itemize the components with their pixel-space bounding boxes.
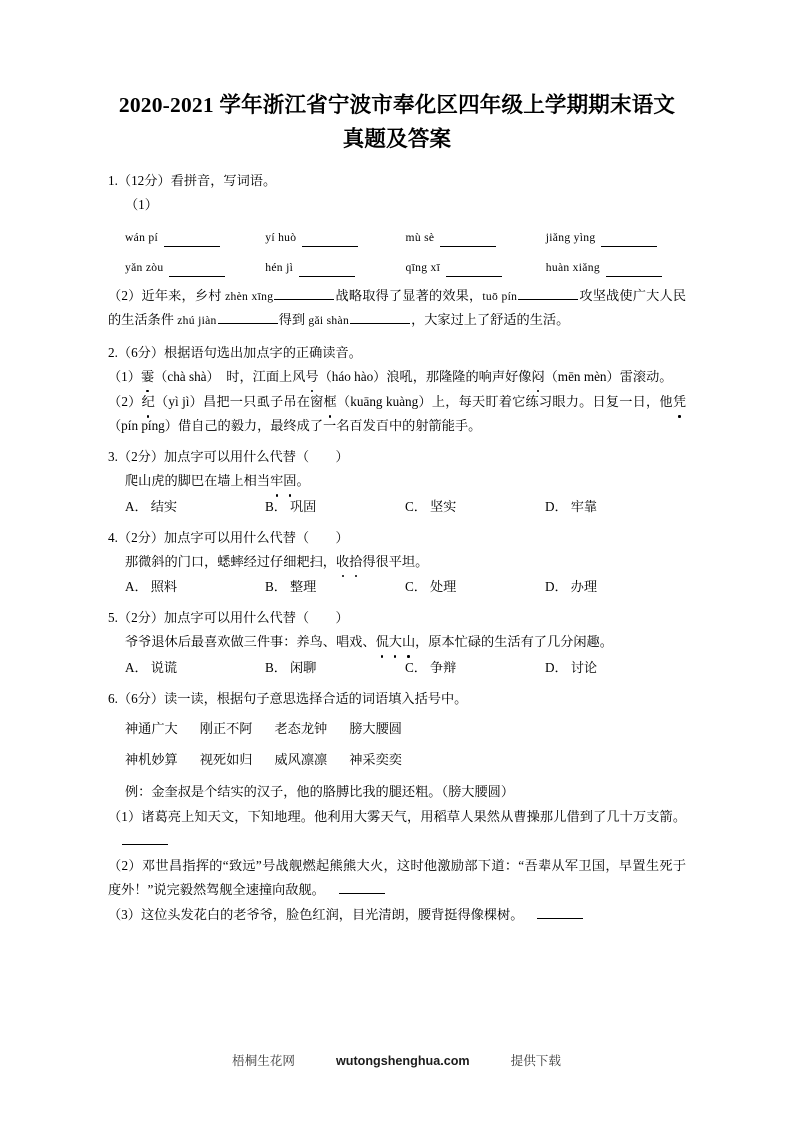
answer-blank[interactable] [518,288,578,300]
sentence-text: （pín píng）借自己的毅力，最终成了一名百发百中的射箭能手。 [108,417,482,433]
emphasized-character: 收 [336,550,349,574]
question-4-stem [108,527,686,548]
document-content [108,88,686,927]
question-6-item-3 [108,903,686,927]
word-bank-row-1 [108,718,686,740]
word-bank-item[interactable]: 神通广大 [125,720,178,736]
emphasized-character: 霎 [141,365,154,389]
option-key: D． [545,498,568,514]
answer-blank[interactable] [274,288,334,300]
question-2-stem [108,342,686,363]
answer-blank[interactable] [164,235,220,247]
option-text: 坚实 [429,498,457,514]
question-1-stem [108,170,686,191]
option-d[interactable] [545,657,685,679]
pinyin-cell [406,258,546,277]
pinyin-cell [265,258,405,277]
sentence-text: （háo hào）浪吼，那隆隆的响声好像 [318,368,532,384]
option-a[interactable] [125,496,265,518]
word-bank-item[interactable]: 神机妙算 [125,751,178,767]
option-a[interactable] [125,576,265,598]
emphasized-character: 侃 [376,630,389,654]
sentence-text: 爷爷退休后最喜欢做三件事：养鸟、唱戏、 [125,634,376,649]
word-bank-item[interactable]: 老态龙钟 [274,720,328,736]
option-key: C． [405,659,427,675]
option-key: A． [125,659,148,675]
answer-blank[interactable] [169,265,225,277]
question-5-stem [108,607,686,628]
word-bank-item[interactable]: 视死如归 [199,751,253,767]
question-1-score: （12分） [117,173,171,188]
answer-blank[interactable] [350,312,410,324]
answer-blank[interactable] [446,265,502,277]
sentence-text: 近年来，乡村 [141,287,226,303]
question-6-number: 6. [108,690,118,706]
pinyin-label: tuō pín [482,289,518,303]
option-key: D． [545,659,568,675]
question-1-part-2-body [108,288,686,328]
pinyin-label: zhèn xīng [225,289,274,303]
pinyin-label: wán pí [125,230,159,244]
emphasized-character: 纪 [142,390,155,414]
question-4-sentence [108,550,686,574]
option-key: B． [265,579,287,594]
question-1-part-2 [108,284,686,333]
item-text: 诸葛亮上知天文，下知地理。他利用大雾天气，用稻草人果然从曹操那儿借到了几十万支箭。 [141,809,687,824]
pinyin-label: yǎn zòu [125,260,164,274]
option-text: 整理 [289,579,317,594]
question-6-item-2 [108,854,686,901]
question-4-text: 加点字可以用什么代替（ ） [164,529,349,545]
question-2-text: 根据语句选出加点字的正确读音。 [164,344,362,360]
emphasized-character: 山 [402,630,415,654]
option-text: 争辩 [429,659,457,675]
option-b[interactable] [265,576,405,598]
question-3 [108,446,686,518]
pinyin-label: gǎi shàn [308,314,350,327]
question-5-number: 5. [108,610,118,625]
option-b[interactable] [265,657,405,679]
item-text: 邓世昌指挥的“致远”号战舰燃起熊熊大火，这时他激励部下道：“吾辈从军卫国，早置生死于度外！”说完毅然驾舰全速撞向敌舰。 [108,858,687,897]
question-1-sub-label: （1） [125,197,158,212]
option-key: B． [265,659,287,675]
option-c[interactable] [405,576,545,598]
question-2-sub-2-body [108,394,686,433]
pinyin-row-1 [108,228,686,247]
pinyin-label: yí huò [265,230,297,244]
question-3-options [108,496,686,518]
question-3-text: 加点字可以用什么代替（ ） [164,449,349,464]
question-4 [108,527,686,599]
question-6-example: 例：金奎叔是个结实的汉子，他的胳膊比我的腿还粗。（膀大腰圆） [125,783,515,799]
sentence-text: （mēn mèn）雷滚动。 [544,368,673,384]
option-text: 结实 [150,498,178,514]
emphasized-character: 固 [283,469,296,493]
pinyin-label: zhú jiàn [177,314,217,327]
question-4-number: 4. [108,529,118,545]
option-key: D． [545,579,568,594]
question-1 [108,170,686,333]
option-key: C． [405,498,427,514]
page-title [108,88,686,156]
question-6-text: 读一读，根据句子意思选择合适的词语填入括号中。 [164,690,468,706]
question-1-text: 看拼音，写词语。 [170,173,277,188]
footer-note: 提供下载 [510,1054,561,1068]
pinyin-label: hén jì [265,260,294,274]
question-2-sub-2 [108,390,686,437]
question-1-part-2-label: （2） [108,287,142,303]
pinyin-label: mù sè [405,230,435,244]
answer-blank[interactable] [218,312,278,324]
emphasized-character: 拾 [349,550,362,574]
sentence-text: 爬山虎的脚巴在墙上相当 [125,473,271,488]
emphasized-character: 闷 [531,365,544,389]
answer-blank[interactable] [122,833,168,845]
question-3-stem [108,446,686,467]
sentence-text: ，大家过上了舒适的生活。 [411,312,570,327]
option-c[interactable] [405,496,545,518]
page-footer [0,1050,793,1069]
option-b[interactable] [265,496,405,518]
sentence-text: ，原本忙碌的生活有了几分闲趣。 [415,634,613,649]
footer-site-name: 梧桐生花网 [232,1054,295,1068]
question-2-number: 2. [108,344,118,360]
answer-blank[interactable] [339,882,385,894]
option-key: B． [265,498,287,514]
word-bank-item[interactable]: 刚正不阿 [199,720,253,736]
word-bank-row-2 [108,749,686,771]
page-title-line-1: 2020-2021 学年浙江省宁波市奉化区四年级上学期期末语文 [118,93,676,117]
option-text: 牢靠 [570,498,598,514]
item-label: （1） [108,809,142,824]
question-2-sub-2-label: （2） [108,394,142,409]
pinyin-cell [265,228,405,247]
item-label: （2） [108,858,142,873]
option-text: 讨论 [570,659,598,675]
option-key: C． [405,579,427,594]
option-a[interactable] [125,657,265,679]
question-4-score: （2分） [117,529,165,545]
answer-blank[interactable] [302,235,358,247]
pinyin-label: qīng xī [405,260,441,274]
question-2-sub-1-body [141,369,673,384]
option-text: 巩固 [289,498,317,514]
question-6-stem [108,688,686,709]
pinyin-label: jiǎng yìng [545,230,596,244]
question-6-item-1 [108,805,686,852]
word-bank-item[interactable]: 威风凛凛 [274,751,328,767]
question-5 [108,607,686,679]
emphasized-character: 牢 [270,469,283,493]
question-1-number: 1. [108,173,118,188]
page-title-line-2: 真题及答案 [342,127,452,151]
sentence-text: 。 [296,473,310,488]
sentence-text: 得到 [278,312,309,327]
item-text: 这位头发花白的老爷爷，脸色红润，目光清朗，腰背挺得像棵树。 [140,907,524,922]
option-text: 闲聊 [289,659,317,675]
question-5-options [108,657,686,679]
option-c[interactable] [405,657,545,679]
question-4-options [108,576,686,598]
emphasized-character: 大 [389,630,402,654]
question-2-sub-1-label: （1） [108,368,141,384]
question-2 [108,342,686,438]
answer-blank[interactable] [537,907,583,919]
option-key: A． [125,579,148,594]
word-bank-item[interactable]: 膀大腰圆 [349,720,402,736]
sentence-text: （yì jì）昌把一只虱子吊在窗 [154,394,324,409]
sentence-text: 战略取得了显著的效果， [335,287,483,303]
item-label: （3） [108,907,141,922]
pinyin-cell [125,258,265,277]
option-text: 照料 [150,579,178,594]
pinyin-row-2 [108,258,686,277]
sentence-text: （chà shà） 时，江面上风 [154,368,306,384]
emphasized-character: 凭 [673,390,686,414]
option-text: 说谎 [150,659,178,675]
sentence-text: 得很平坦。 [362,553,429,569]
question-2-sub-1 [108,365,686,389]
question-5-score: （2分） [117,610,165,625]
answer-blank[interactable] [440,235,496,247]
pinyin-cell [546,228,686,247]
pinyin-cell [125,228,265,247]
sentence-text: 攻坚战使广大人民的生活条件 [108,287,687,327]
emphasized-character: 号 [305,365,318,389]
sentence-text: 那微斜的门口，蟋蟀经过仔细耙扫， [125,553,336,569]
option-d[interactable] [545,576,685,598]
answer-blank[interactable] [606,265,662,277]
option-text: 处理 [429,579,457,594]
footer-url[interactable]: wutongshenghua.com [335,1054,470,1068]
question-3-number: 3. [108,449,118,464]
emphasized-character: 框 [324,390,337,414]
option-text: 办理 [570,579,598,594]
question-6 [108,688,686,927]
question-5-sentence [108,630,686,654]
answer-blank[interactable] [299,265,355,277]
option-key: A． [125,498,148,514]
answer-blank[interactable] [601,235,657,247]
pinyin-cell [546,258,686,277]
pinyin-cell [406,228,546,247]
question-3-sentence [108,469,686,493]
pinyin-label: huàn xiǎng [545,260,600,274]
question-5-text: 加点字可以用什么代替（ ） [164,610,349,625]
question-2-score: （6分） [117,344,165,360]
sentence-text: （kuāng kuàng）上，每天盯着它练习眼力。日复一日，他 [336,394,673,409]
question-6-score: （6分） [117,690,165,706]
word-bank-item[interactable]: 神采奕奕 [349,751,402,767]
question-3-score: （2分） [117,449,165,464]
option-d[interactable] [545,496,685,518]
